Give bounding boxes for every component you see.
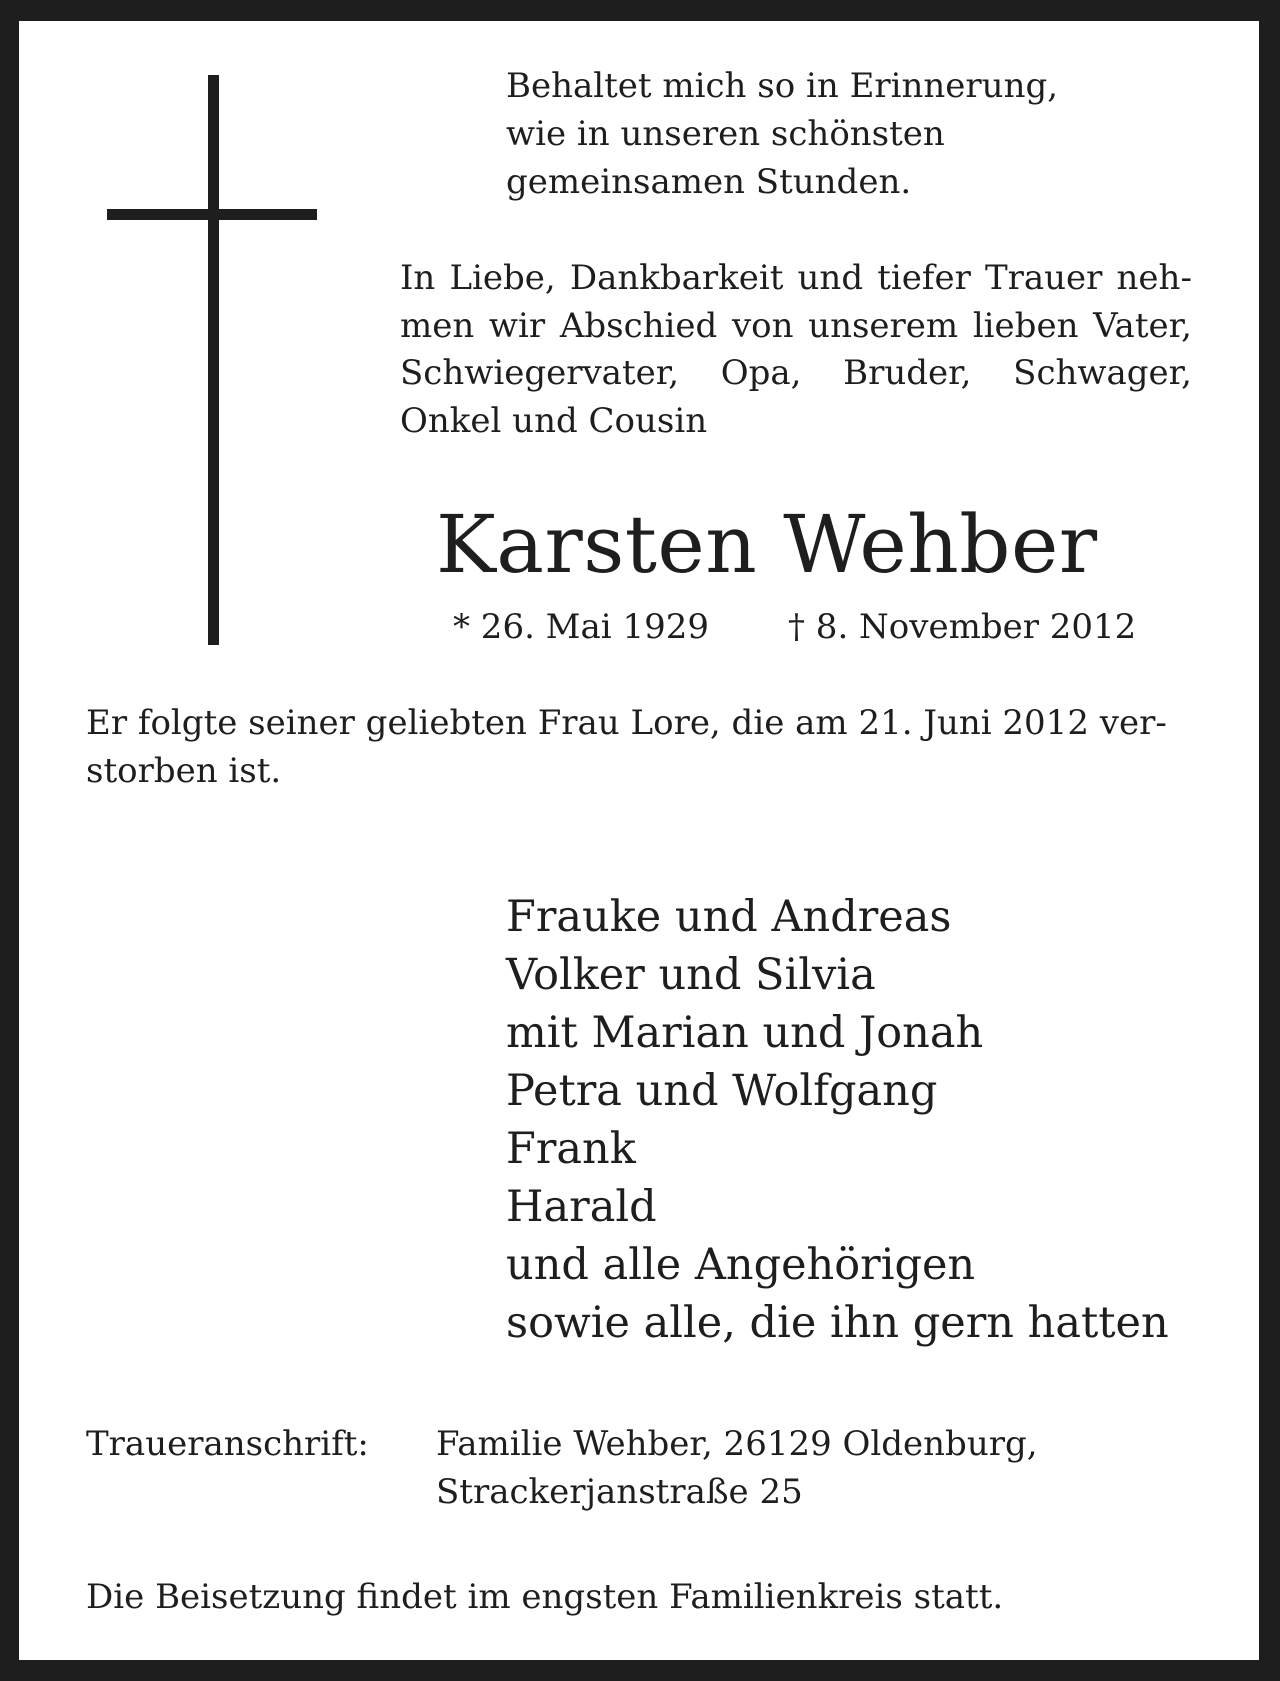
intro-word: lieben [972, 305, 1079, 346]
intro-word: Schwiegervater, [400, 353, 680, 393]
intro-word: von [731, 305, 794, 346]
mourner-entry: Frauke und Andreas [506, 892, 952, 942]
address-line: Strackerjanstraße 25 [436, 1472, 803, 1512]
intro-word: Vater, [1093, 305, 1192, 346]
intro-line: Onkel und Cousin [400, 400, 708, 441]
address-line: Familie Wehber, 26129 Oldenburg, [436, 1424, 1038, 1464]
intro-word: unserem [808, 305, 959, 346]
farewell-paragraph [400, 255, 1192, 445]
address-label: Traueranschrift: [86, 1424, 369, 1464]
birth-date: * 26. Mai 1929 [453, 607, 709, 647]
intro-word: wir [488, 305, 546, 346]
mourning-address [436, 1420, 1038, 1516]
intro-word: men [400, 305, 475, 346]
mourner-entry: Harald [506, 1182, 657, 1232]
intro-word: Bruder, [843, 353, 972, 393]
mourner-entry: Volker und Silvia [506, 950, 876, 1000]
intro-word: Liebe, [449, 258, 556, 298]
intro-line [400, 255, 1192, 303]
intro-word: Schwager, [1013, 353, 1192, 393]
deceased-name: Karsten Wehber [436, 498, 1098, 591]
note-line: Er folgte seiner geliebten Frau Lore, die am 21. Juni 2012 ver- [86, 703, 1167, 743]
intro-word: Trauer [984, 258, 1103, 298]
mourner-entry: Petra und Wolfgang [506, 1066, 938, 1116]
mourner-entry: sowie alle, die ihn gern hatten [506, 1298, 1169, 1348]
intro-line [400, 350, 1192, 398]
intro-word: und [797, 258, 864, 298]
intro-word: tiefer [877, 258, 971, 298]
quote-line: Behaltet mich so in Erinnerung, [506, 66, 1059, 106]
intro-word: neh- [1116, 258, 1192, 298]
mourners-list [506, 888, 1169, 1352]
quote-line: gemeinsamen Stunden. [506, 162, 912, 202]
followed-wife-note [86, 699, 1167, 795]
intro-word: Opa, [720, 353, 802, 393]
intro-word: Dankbarkeit [569, 258, 784, 298]
death-date: † 8. November 2012 [788, 607, 1137, 647]
mourner-entry: Frank [506, 1124, 636, 1174]
intro-word: Abschied [559, 305, 718, 346]
memorial-quote [506, 62, 1058, 206]
intro-line [400, 303, 1192, 351]
cross-vertical-bar [208, 75, 219, 645]
mourner-entry: mit Marian und Jonah [506, 1008, 984, 1058]
quote-line: wie in unseren schönsten [506, 114, 945, 154]
intro-word: In [400, 258, 436, 298]
cross-horizontal-bar [107, 209, 317, 220]
mourner-entry: und alle Angehörigen [506, 1240, 976, 1290]
note-line: storben ist. [86, 751, 282, 791]
burial-note: Die Beisetzung findet im engsten Familienkreis statt. [86, 1577, 1004, 1617]
